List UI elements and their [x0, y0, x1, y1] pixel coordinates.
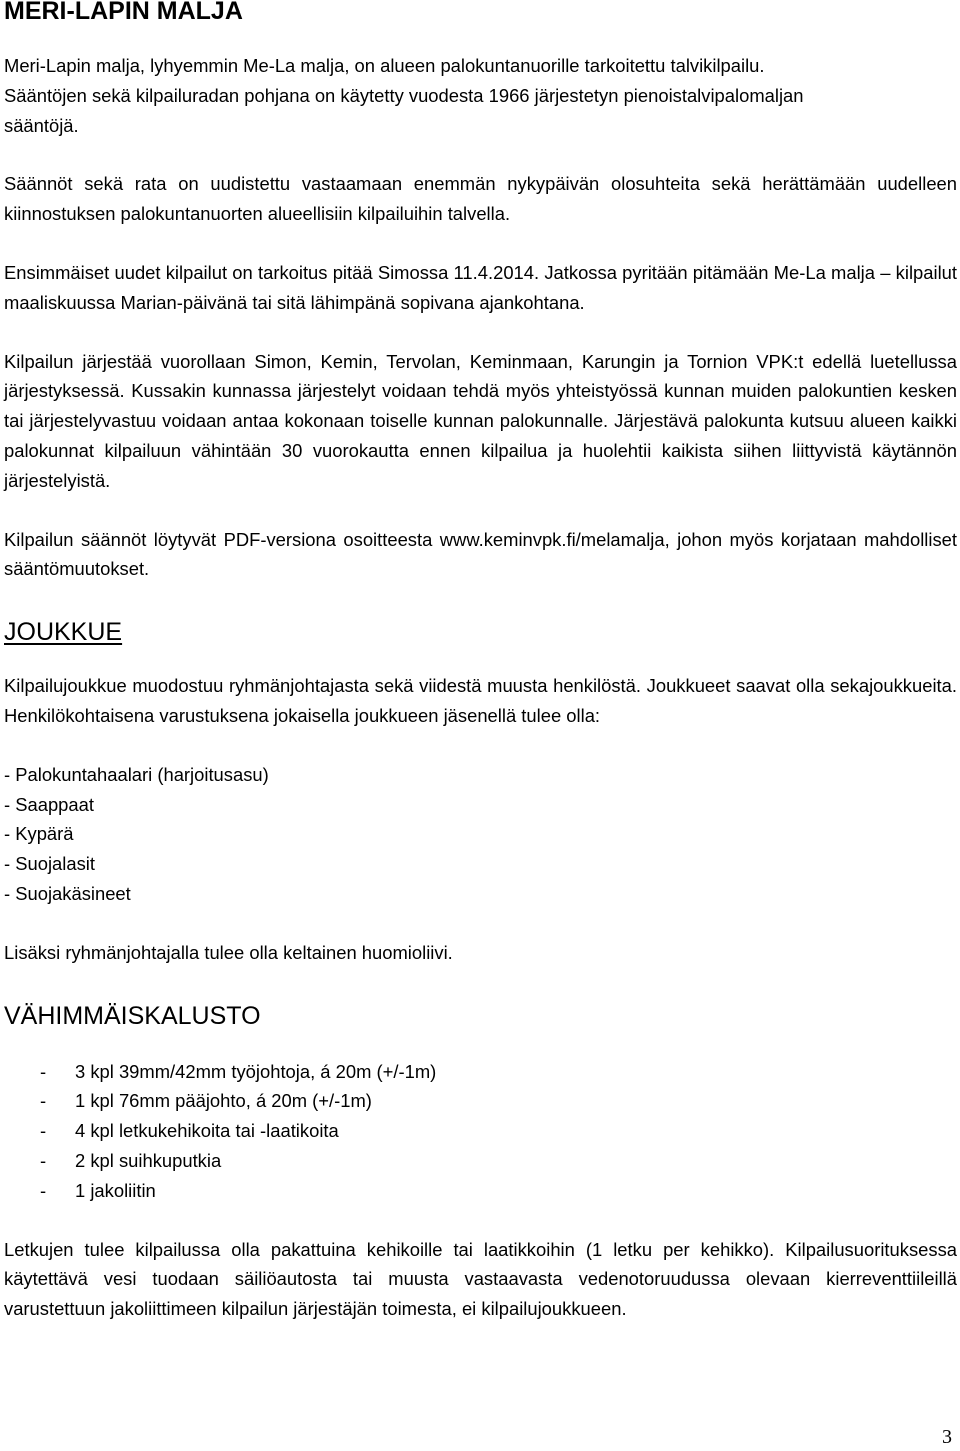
document-page — [4, 0, 957, 1324]
intro-paragraph-1-line-1: Meri-Lapin malja, lyhyemmin Me-La malja, on alueen palokuntanuorille tarkoitettu talvikilpailu. — [4, 55, 765, 76]
page-number: 3 — [942, 1426, 952, 1448]
intro-paragraph-4: Kilpailun järjestää vuorollaan Simon, Kemin, Tervolan, Keminmaan, Karungin ja Tornion VPK:t edellä luetellussa järjestyksessä. Kussakin kunnassa järjestelyt voidaan tehdä myös yhteistyössä kunnan muiden palokuntien kesken tai järjestelyvastuu voidaan antaa kokonaan toiselle kunnan palokunnalle. Järjestävä palokunta kutsuu alueen kaikki palokunnat kilpailuun vähintään 30 vuorokautta ennen kilpailua ja huolehtii kaikista siihen liittyvistä käytännön järjestelyistä. — [4, 350, 957, 491]
list-item-text: 2 kpl suihkuputkia — [75, 1149, 222, 1171]
list-item — [4, 1176, 957, 1206]
list-item: - Suojakäsineet — [4, 882, 131, 904]
list-item: - Suojalasit — [4, 853, 95, 875]
list-item: - Saappaat — [4, 793, 94, 815]
list-dash: - — [40, 1179, 47, 1201]
list-item — [4, 1116, 957, 1146]
list-item: - Palokuntahaalari (harjoitusasu) — [4, 763, 269, 785]
list-item — [4, 1086, 957, 1116]
list-dash: - — [40, 1120, 47, 1142]
list-item-text: 4 kpl letkukehikoita tai -laatikoita — [75, 1120, 339, 1142]
joukkue-paragraph-2: Lisäksi ryhmänjohtajalla tulee olla keltainen huomioliivi. — [4, 941, 453, 963]
equipment-list — [4, 760, 957, 909]
kalusto-paragraph-1: Letkujen tulee kilpailussa olla pakattuina kehikoille tai laatikkoihin (1 letku per kehikko). Kilpailusuorituksessa käytettävä vesi tuodaan säiliöautosta tai muusta vastaavasta vedenotoruudussa olevaan kierreventtiileillä varustettuun jakoliittimeen kilpailun järjestäjän toimesta, ei kilpailujoukkueen. — [4, 1238, 957, 1320]
list-dash: - — [40, 1090, 47, 1112]
intro-paragraph-5: Kilpailun säännöt löytyvät PDF-versiona osoitteesta www.keminvpk.fi/melamalja, johon myös korjataan mahdolliset sääntömuutokset. — [4, 528, 957, 580]
list-item — [4, 1057, 957, 1087]
list-dash: - — [40, 1149, 47, 1171]
intro-paragraph-3: Ensimmäiset uudet kilpailut on tarkoitus pitää Simossa 11.4.2014. Jatkossa pyritään pitämään Me-La malja – kilpailut maaliskuussa Marian-päivänä tai sitä lähimpänä sopivana ajankohtana. — [4, 261, 957, 313]
page-title: MERI-LAPIN MALJA — [4, 0, 243, 25]
list-item-text: 3 kpl 39mm/42mm työjohtoja, á 20m (+/-1m) — [75, 1060, 437, 1082]
list-item — [4, 1146, 957, 1176]
joukkue-paragraph-1: Kilpailujoukkue muodostuu ryhmänjohtajasta sekä viidestä muusta henkilöstä. Joukkueet saavat olla sekajoukkueita. Henkilökohtaisena varustuksena jokaisella joukkueen jäsenellä tulee olla: — [4, 675, 957, 726]
list-item: - Kypärä — [4, 823, 74, 845]
section-heading-vahimmaiskalusto: VÄHIMMÄISKALUSTO — [4, 1001, 261, 1030]
section-heading-joukkue: JOUKKUE — [4, 618, 123, 647]
intro-paragraph-2: Säännöt sekä rata on uudistettu vastaamaan enemmän nykypäivän olosuhteita sekä herättämään uudelleen kiinnostuksen palokuntanuorten alueellisiin kilpailuihin talvella. — [4, 173, 957, 225]
intro-paragraph-1-line-2: Sääntöjen sekä kilpailuradan pohjana on käytetty vuodesta 1966 järjestetyn pienoistalvipalomaljan — [4, 84, 804, 106]
minimum-equipment-list — [4, 1057, 957, 1206]
list-item-text: 1 kpl 76mm pääjohto, á 20m (+/-1m) — [75, 1090, 372, 1112]
intro-paragraph-1-line-3: sääntöjä. — [4, 114, 79, 136]
list-item-text: 1 jakoliitin — [75, 1179, 156, 1201]
list-dash: - — [40, 1060, 47, 1082]
